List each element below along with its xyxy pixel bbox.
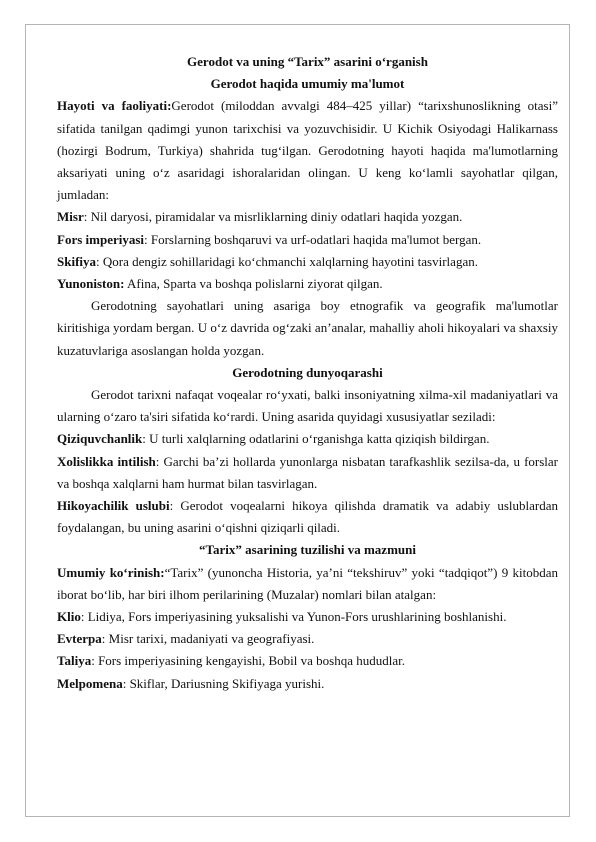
term-label: Hayoti va faoliyati: [57,98,172,114]
paragraph-text: Gerodot (miloddan avvalgi 484–425 yillar) “tarixshunoslikning otasi” sifatida tanilgan qadimgi yunon tarixchisi va yozuvchisidir. U Kichik Osiyodagi Halikarnass (hozirgi Bodrum, Turkiya) shahrida tug‘ilgan. Gerodotning hayoti haqida ma'lumotlarning aksariyati uning o‘z asaridagi ishoralaridan olingan. U keng ko‘lamli sayohatlar qilgan, jumladan: [57,98,558,203]
term-text: : Misr tarixi, madaniyati va geografiyasi. [101,631,315,647]
term-label: Taliya [57,653,92,669]
paragraph-travels-summary: Gerodotning sayohatlari uning asariga boy etnografik va geografik ma'lumotlar kiritishiga yordam bergan. U o‘z davrida og‘zaki an’analar, mahalliy aholi hikoyalari va shaxsiy kuzatuvlariga asoslangan holda yozgan. [57,298,558,358]
term-label: Xolislikka intilish [57,453,156,469]
list-item-travel [57,229,558,251]
term-text: : Skiflar, Dariusning Skifiyaga yurishi. [122,675,325,691]
term-text: Afina, Sparta va boshqa polislarni ziyorat qilgan. [124,276,383,292]
term-label: Klio [57,609,81,625]
list-item-trait [57,495,558,539]
term-text: : Garchi ba’zi hollarda yunonlarga nisbatan tarafkashlik sezilsa-da, u forslar va boshqa xalqlarni ham hurmat bilan tasvirlagan. [57,453,558,491]
section-heading-worldview: Gerodotning dunyoqarashi [232,364,383,380]
term-label: Qiziquvchanlik [57,431,143,447]
term-text: : Gerodot voqealarni hikoya qilishda dramatik va adabiy uslublardan foydalangan, bu uning asarini o‘qishni qiziqarli qiladi. [57,498,558,536]
term-label: Melpomena [57,675,123,691]
list-item-trait [57,428,558,450]
document-body [57,51,558,695]
paragraph-life [57,95,558,206]
list-item-book [57,650,558,672]
term-text: : Lidiya, Fors imperiyasining yuksalishi va Yunon-Fors urushlarining boshlanishi. [80,609,507,625]
term-label: Evterpa [57,631,102,647]
term-text: : Qora dengiz sohillaridagi ko‘chmanchi xalqlarning hayotini tasvirlagan. [96,253,478,269]
term-label: Fors imperiyasi [57,231,145,247]
paragraph-structure [57,562,558,606]
list-item-travel [57,206,558,228]
document-title: Gerodot va uning “Tarix” asarini o‘rganish [187,54,428,69]
list-item-book [57,628,558,650]
term-text: : U turli xalqlarning odatlarini o‘rganishga katta qiziqish bildirgan. [142,431,490,447]
term-label: Yunoniston: [57,276,125,292]
section-heading-structure: “Tarix” asarining tuzilishi va mazmuni [199,542,416,558]
term-text: : Nil daryosi, piramidalar va misrliklarning diniy odatlari haqida yozgan. [83,209,463,225]
term-label: Hikoyachilik uslubi [57,498,170,514]
term-text: : Forslarning boshqaruvi va urf-odatlari haqida ma'lumot bergan. [144,231,482,247]
list-item-book [57,673,558,695]
list-item-trait [57,451,558,495]
paragraph-text: “Tarix” (yunoncha Historia, ya’ni “tekshiruv” yoki “tadqiqot”) 9 kitobdan iborat bo‘lib, har biri ilhom perilarining (Muzalar) nomlari bilan atalgan: [57,564,558,602]
paragraph-worldview-intro: Gerodot tarixni nafaqat voqealar ro‘yxati, balki insoniyatning xilma-xil madaniyatlari va ularning o‘zaro ta'siri sifatida ko‘rardi. Uning asarida quyidagi xususiyatlar seziladi: [57,387,558,425]
term-text: : Fors imperiyasining kengayishi, Bobil va boshqa hududlar. [91,653,405,669]
term-label: Skifiya [57,253,97,269]
list-item-travel [57,251,558,273]
list-item-book [57,606,558,628]
term-label: Umumiy ko‘rinish: [57,564,165,580]
section-heading-general-info: Gerodot haqida umumiy ma'lumot [210,76,405,92]
term-label: Misr [57,209,84,225]
list-item-travel [57,273,558,295]
